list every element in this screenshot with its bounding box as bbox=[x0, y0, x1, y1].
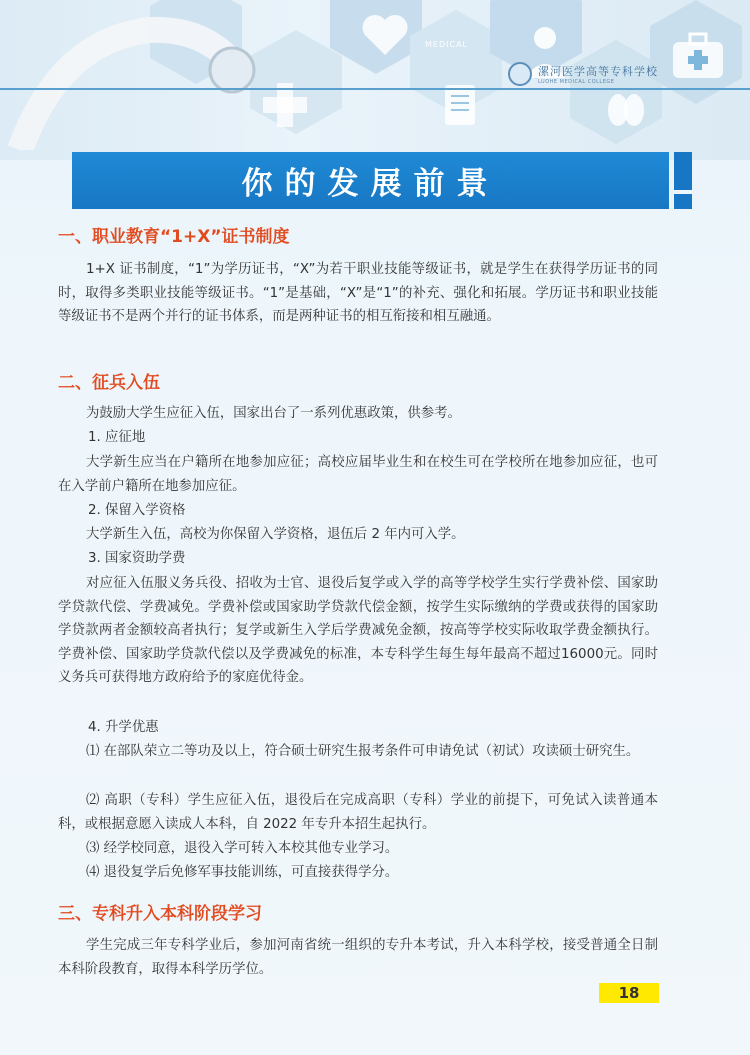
item-4-b: ⑵ 高职（专科）学生应征入伍，退役后在完成高职（专科）学业的前提下，可免试入读普通本科，或根据意愿入读成人本科，自 2022 年专升本招生起执行。 bbox=[58, 793, 658, 832]
section-heading-1: 一、职业教育“1+X”证书制度 bbox=[58, 227, 290, 247]
medical-cross-icon bbox=[255, 75, 315, 135]
school-seal-icon bbox=[508, 62, 532, 86]
page-title: 你的发展前景 bbox=[241, 166, 500, 202]
item-1-text: 大学新生应当在户籍所在地参加应征；高校应届毕业生和在校生可在学校所在地参加应征，也可在入学前户籍所在地参加应征。 bbox=[58, 455, 658, 494]
logo-subtext: LUOHE MEDICAL COLLEGE bbox=[538, 79, 615, 85]
header-banner bbox=[0, 0, 750, 160]
banner-label: MEDICAL bbox=[425, 40, 468, 49]
section-3-paragraph: 学生完成三年专科学业后，参加河南省统一组织的专升本考试，升入本科学校，接受普通全日制本科阶段教育，取得本科学历学位。 bbox=[58, 938, 658, 977]
medical-kit-icon bbox=[668, 30, 728, 80]
item-1-title: 1. 应征地 bbox=[88, 430, 146, 445]
title-accent bbox=[674, 152, 692, 209]
section-heading-2: 二、征兵入伍 bbox=[58, 373, 160, 393]
section-2-intro: 为鼓励大学生应征入伍，国家出台了一系列优惠政策，供参考。 bbox=[86, 406, 461, 421]
page-number: 18 bbox=[599, 983, 659, 1003]
title-accent-gap bbox=[674, 190, 692, 194]
heart-icon bbox=[350, 0, 420, 70]
item-4-title: 4. 升学优惠 bbox=[88, 720, 159, 735]
item-4-d: ⑷ 退役复学后免修军事技能训练，可直接获得学分。 bbox=[86, 865, 399, 880]
item-3-text: 对应征入伍服义务兵役、招收为士官、退役后复学或入学的高等学校学生实行学费补偿、国家助学贷款代偿、学费减免。学费补偿或国家助学贷款代偿金额，按学生实际缴纳的学费或获得的国家助学贷款两者金额较高者执行；复学或新生入学后学费减免金额，按高等学校实际收取学费金额执行。学费补偿、国家助学贷款代偿以及学费减免的标准，本专科学生每生每年最高不超过16000元。同时义务兵可获得地方政府给予的家庭优待金。 bbox=[58, 576, 658, 685]
header-rule bbox=[0, 88, 750, 90]
section-1-paragraph: 1+X 证书制度，“1”为学历证书，“X”为若干职业技能等级证书，就是学生在获得学历证书的同时，取得多类职业技能等级证书。“1”是基础，“X”是“1”的补充、强化和拓展。学历证书和职业技能等级证书不是两个并行的证书体系，而是两种证书的相互衔接和相互融通。 bbox=[58, 262, 658, 324]
item-4-a: ⑴ 在部队荣立二等功及以上，符合硕士研究生报考条件可申请免试（初试）攻读硕士研究生。 bbox=[86, 744, 640, 759]
school-logo bbox=[508, 62, 658, 86]
item-4-c: ⑶ 经学校同意，退役入学可转入本校其他专业学习。 bbox=[86, 841, 399, 856]
logo-text: 漯河医学高等专科学校 bbox=[538, 65, 658, 78]
section-heading-3: 三、专科升入本科阶段学习 bbox=[58, 904, 262, 924]
item-2-text: 大学新生入伍，高校为你保留入学资格，退伍后 2 年内可入学。 bbox=[86, 527, 465, 542]
item-2-title: 2. 保留入学资格 bbox=[88, 503, 186, 518]
item-3-title: 3. 国家资助学费 bbox=[88, 551, 186, 566]
stethoscope-image bbox=[0, 0, 260, 150]
title-bar bbox=[72, 152, 669, 209]
